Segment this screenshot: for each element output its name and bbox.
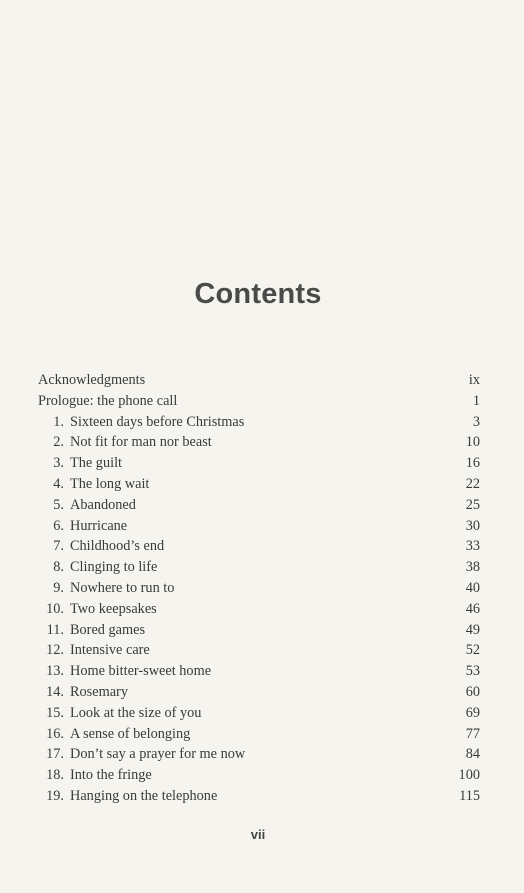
toc-entry xyxy=(38,557,480,578)
toc-entry-page: 16 xyxy=(465,455,480,472)
toc-entry-number: 6. xyxy=(53,517,64,534)
toc-entry xyxy=(38,786,480,807)
toc-entry-label: Two keepsakes xyxy=(70,600,157,617)
toc-entry-number: 18. xyxy=(46,767,64,784)
toc-entry-label: Not fit for man nor beast xyxy=(70,434,212,451)
toc-entry xyxy=(38,724,480,745)
toc-entry xyxy=(38,765,480,786)
toc-entry xyxy=(38,370,480,391)
toc-entry xyxy=(38,703,480,724)
toc-entry-number: 12. xyxy=(46,642,64,659)
toc-entry-number: 14. xyxy=(46,683,64,700)
toc-entry-label: Look at the size of you xyxy=(70,704,202,721)
toc-entry xyxy=(38,516,480,537)
toc-entry-number: 1. xyxy=(53,413,64,430)
toc-entry-page: 52 xyxy=(465,642,480,659)
page-number: vii xyxy=(250,827,266,842)
toc-entry-number: 3. xyxy=(53,455,64,472)
toc-entry xyxy=(38,599,480,620)
toc-entry-page: 69 xyxy=(465,704,480,721)
toc-entry-label: The long wait xyxy=(70,475,150,492)
toc-entry-label: A sense of belonging xyxy=(70,725,191,742)
toc-entry-page: 84 xyxy=(465,746,480,763)
toc-entry-label: Prologue: the phone call xyxy=(38,392,178,409)
toc-entry-number: 17. xyxy=(46,746,64,763)
toc-entry-label: Sixteen days before Christmas xyxy=(70,413,245,430)
toc-entry-number: 15. xyxy=(46,704,64,721)
toc-entry-number: 2. xyxy=(53,434,64,451)
toc-entry xyxy=(38,432,480,453)
toc-entry-number: 5. xyxy=(53,496,64,513)
table-of-contents xyxy=(38,370,480,807)
toc-entry xyxy=(38,495,480,516)
toc-entry-number: 19. xyxy=(46,787,64,804)
toc-entry-label: Into the fringe xyxy=(70,767,152,784)
toc-entry xyxy=(38,453,480,474)
toc-entry-page: 10 xyxy=(465,434,480,451)
toc-entry-page: 100 xyxy=(458,767,480,784)
toc-entry-label: Hanging on the telephone xyxy=(70,787,218,804)
toc-entry-label: Acknowledgments xyxy=(38,372,146,388)
toc-entry-page: 53 xyxy=(465,663,480,680)
toc-entry-label: Intensive care xyxy=(70,642,150,659)
toc-entry xyxy=(38,391,480,412)
toc-entry-page: 30 xyxy=(465,517,480,534)
toc-entry-number: 16. xyxy=(46,725,64,742)
toc-entry-page: 77 xyxy=(465,725,480,742)
toc-entry-label: Nowhere to run to xyxy=(70,579,175,596)
toc-entry-page: 3 xyxy=(472,413,480,430)
toc-entry-number: 9. xyxy=(53,579,64,596)
toc-entry-page: 1 xyxy=(472,392,480,409)
toc-entry-page: 60 xyxy=(465,683,480,700)
toc-entry xyxy=(38,682,480,703)
toc-entry-label: Bored games xyxy=(70,621,146,638)
toc-entry-label: Home bitter-sweet home xyxy=(70,663,212,680)
toc-entry-page: 49 xyxy=(465,621,480,638)
toc-entry-label: Don’t say a prayer for me now xyxy=(70,746,246,763)
toc-entry xyxy=(38,661,480,682)
toc-entry xyxy=(38,474,480,495)
toc-entry-number: 7. xyxy=(53,538,64,555)
toc-entry-label: Hurricane xyxy=(70,517,128,534)
toc-entry xyxy=(38,620,480,641)
toc-entry-page: 46 xyxy=(465,600,480,617)
toc-entry-page: 33 xyxy=(465,538,480,555)
toc-entry xyxy=(38,412,480,433)
toc-entry-page: 38 xyxy=(465,559,480,576)
toc-entry xyxy=(38,578,480,599)
toc-entry-number: 11. xyxy=(46,621,64,638)
toc-entry xyxy=(38,744,480,765)
toc-entry-label: Clinging to life xyxy=(70,559,158,576)
toc-entry-number: 10. xyxy=(46,600,64,617)
toc-entry-number: 8. xyxy=(53,559,64,576)
toc-entry-label: Childhood’s end xyxy=(70,538,165,555)
toc-entry-number: 13. xyxy=(46,663,64,680)
toc-entry-page: 25 xyxy=(465,496,480,513)
toc-entry xyxy=(38,640,480,661)
toc-entry-label: Rosemary xyxy=(70,683,128,700)
toc-entry-page: ix xyxy=(468,372,480,388)
toc-entry-page: 40 xyxy=(465,579,480,596)
toc-entry-number: 4. xyxy=(53,475,64,492)
page-title: Contents xyxy=(194,278,322,310)
toc-entry xyxy=(38,536,480,557)
toc-entry-label: The guilt xyxy=(70,455,123,472)
toc-entry-page: 115 xyxy=(459,787,480,804)
toc-entry-page: 22 xyxy=(465,475,480,492)
toc-entry-label: Abandoned xyxy=(70,496,136,513)
